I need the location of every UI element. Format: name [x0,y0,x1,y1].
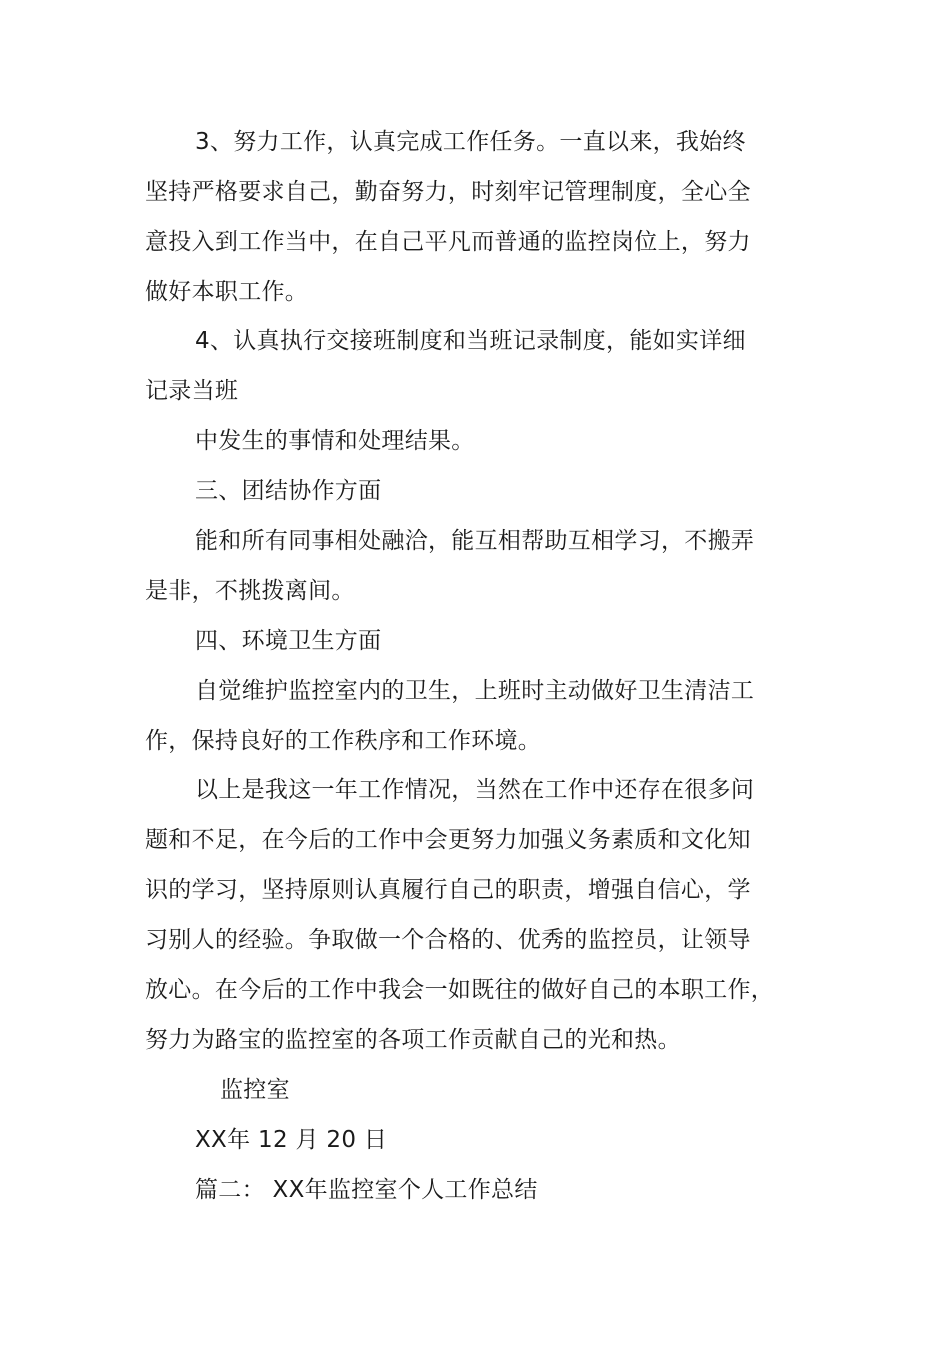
text-line: 放心。在今后的工作中我会一如既往的做好自己的本职工作， [145,977,775,1003]
section-heading: 三、团结协作方面 [195,478,382,504]
text-line: 4、认真执行交接班制度和当班记录制度，能如实详细 [195,328,746,354]
text-line: 努力为路宝的监控室的各项工作贡献自己的光和热。 [145,1027,681,1053]
text-line: 作，保持良好的工作秩序和工作环境。 [145,728,542,754]
text-line: 做好本职工作。 [145,279,309,305]
text-line: 习别人的经验。争取做一个合格的、优秀的监控员，让领导 [145,927,751,953]
text-line: 以上是我这一年工作情况，当然在工作中还存在很多问 [195,777,755,803]
text-line: 记录当班 [145,378,239,404]
text-line: 是非，不挑拨离间。 [145,578,355,604]
text-line: 识的学习，坚持原则认真履行自己的职责，增强自信心，学 [145,877,751,903]
text-line: 自觉维护监控室内的卫生，上班时主动做好卫生清洁工 [195,678,755,704]
signature-date: XX年 12 月 20 日 [195,1127,388,1153]
text-line: 意投入到工作当中，在自己平凡而普通的监控岗位上，努力 [145,229,751,255]
text-line: 中发生的事情和处理结果。 [195,428,475,454]
text-line: 题和不足，在今后的工作中会更努力加强义务素质和文化知 [145,827,751,853]
text-line: 3、努力工作，认真完成工作任务。一直以来，我始终 [195,129,746,155]
section-heading: 四、环境卫生方面 [195,628,382,654]
text-line: 坚持严格要求自己，勤奋努力，时刻牢记管理制度，全心全 [145,179,751,205]
next-article-title: 篇二： XX年监控室个人工作总结 [195,1177,538,1203]
signature-department: 监控室 [220,1077,290,1103]
text-line: 能和所有同事相处融洽，能互相帮助互相学习，不搬弄 [195,528,755,554]
